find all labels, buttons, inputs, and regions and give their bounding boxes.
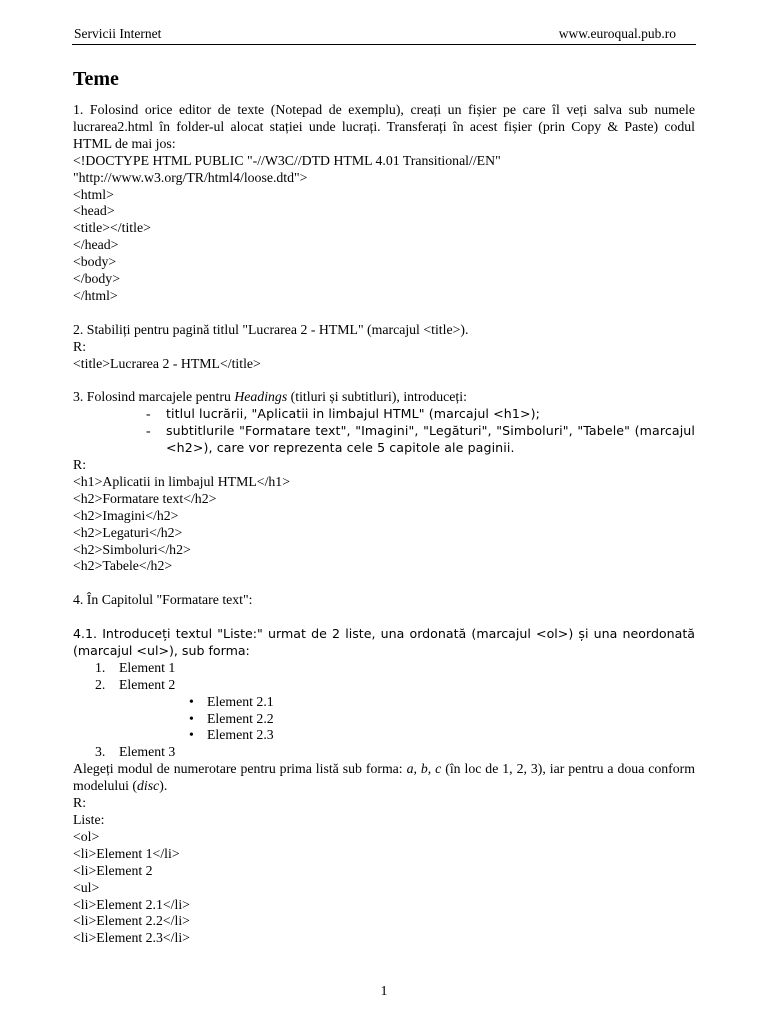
code-line: "http://www.w3.org/TR/html4/loose.dtd"> xyxy=(73,169,308,185)
task2-answer-label: R: xyxy=(73,338,87,354)
task3-requirements xyxy=(73,406,695,457)
code-line: Liste: xyxy=(73,812,105,827)
page-title: Teme xyxy=(73,68,119,90)
bullet-marker: • xyxy=(189,693,194,709)
bullet-marker: • xyxy=(189,727,194,743)
page-header xyxy=(72,26,696,45)
task3-code xyxy=(73,474,695,575)
example-unordered-list xyxy=(119,694,695,745)
code-line: <li>Element 2.2</li> xyxy=(73,913,190,929)
list-item: - subtitlurile "Formatare text", "Imagini", "Legături", "Simboluri", "Tabele" (marcajul <h2>), care vor reprezenta cele 5 capitole ale paginii. xyxy=(146,423,695,456)
list-item: • Element 2.2 xyxy=(189,710,274,726)
code-line: <h2>Simboluri</h2> xyxy=(73,541,191,557)
task2-intro: 2. Stabiliți pentru pagină titlul "Lucrarea 2 - HTML" (marcajul <title>). xyxy=(73,321,469,337)
code-line: <html> xyxy=(73,186,114,202)
list-item: • Element 2.3 xyxy=(189,727,274,743)
list-item: 2. Element 2 • Element 2.1 • Element 2.2 • Element 2.3 xyxy=(73,677,695,745)
code-line: <ul> xyxy=(73,879,100,895)
list-item: 3. Element 3 xyxy=(95,744,176,760)
list-item: 1. Element 1 xyxy=(95,659,176,675)
task1-code xyxy=(73,153,695,305)
code-line: <li>Element 2 xyxy=(73,862,153,878)
code-line: <li>Element 2.3</li> xyxy=(73,930,190,946)
task3-answer-label: R: xyxy=(73,457,87,472)
example-ordered-list xyxy=(73,660,695,761)
task3-intro: 3. Folosind marcajele pentru Headings (titluri și subtitluri), introduceți: xyxy=(73,389,467,405)
task41-note: Alegeți modul de numerotare pentru prima listă sub forma: a, b, c (în loc de 1, 2, 3), iar pentru a doua conform modelului (disc). xyxy=(73,761,696,794)
code-line: </body> xyxy=(73,271,120,287)
header-website: www.euroqual.pub.ro xyxy=(558,26,676,41)
task41-answer-label: R: xyxy=(73,795,87,811)
dash-marker: - xyxy=(146,423,151,439)
code-line: <ol> xyxy=(73,828,100,844)
code-line: <h2>Formatare text</h2> xyxy=(73,490,217,506)
document-body xyxy=(73,66,695,947)
header-course-title: Servicii Internet xyxy=(74,26,162,41)
code-line: <!DOCTYPE HTML PUBLIC "-//W3C//DTD HTML 4.01 Transitional//EN" xyxy=(73,152,501,168)
task1-intro: 1. Folosind orice editor de texte (Notepad de exemplu), creați un fișier pe care îl veți salva sub numele lucrarea2.html în folder-ul alocat stației unde lucrați. Transferați în acest fișier (prin Copy & Paste) codul HTML de mai jos: xyxy=(73,102,695,151)
code-line: <li>Element 1</li> xyxy=(73,845,180,861)
code-line: <h2>Imagini</h2> xyxy=(73,507,179,523)
task41-code xyxy=(73,812,695,947)
code-line: </head> xyxy=(73,237,119,253)
code-line: </html> xyxy=(73,287,118,303)
task4-intro: 4. În Capitolul "Formatare text": xyxy=(73,592,253,608)
code-line: <head> xyxy=(73,203,115,219)
dash-marker: - xyxy=(146,406,151,422)
code-line: <h1>Aplicatii in limbajul HTML</h1> xyxy=(73,473,290,489)
bullet-marker: • xyxy=(189,710,194,726)
code-line: <body> xyxy=(73,254,117,270)
code-line: <title></title> xyxy=(73,220,151,236)
list-item: • Element 2.1 xyxy=(189,693,274,709)
page-number: 1 xyxy=(380,984,388,999)
headings-term: Headings xyxy=(234,389,288,405)
task2-code: <title>Lucrarea 2 - HTML</title> xyxy=(73,355,261,371)
code-line: <h2>Tabele</h2> xyxy=(73,558,173,574)
task41-intro: 4.1. Introduceți textul "Liste:" urmat de 2 liste, una ordonată (marcajul <ol>) și una neordonată (marcajul <ul>), sub forma: xyxy=(73,626,695,658)
code-line: <li>Element 2.1</li> xyxy=(73,896,190,912)
list-item: - titlul lucrării, "Aplicatii in limbajul HTML" (marcajul <h1>); xyxy=(146,406,540,422)
code-line: <h2>Legaturi</h2> xyxy=(73,524,183,540)
